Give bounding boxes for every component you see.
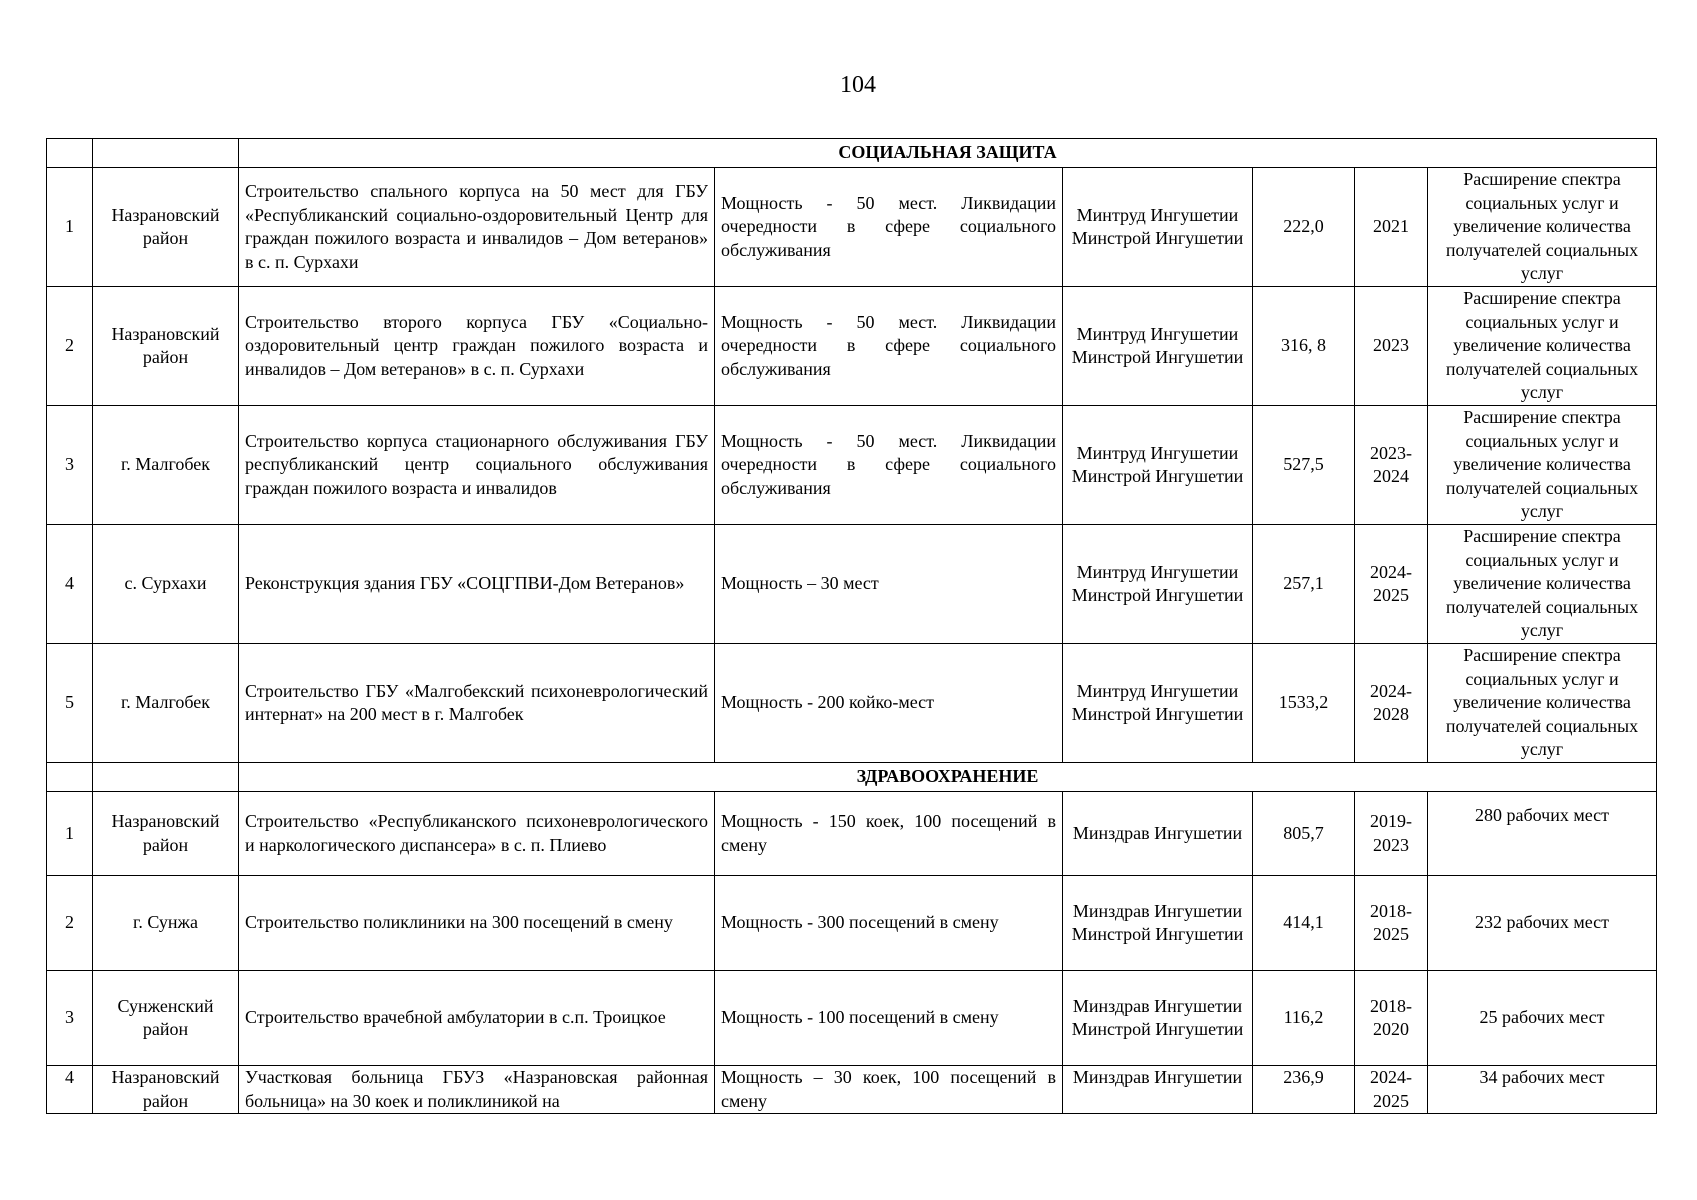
row-description: Строительство корпуса стационарного обслуживания ГБУ республиканский центр социального обслуживания граждан пожилого возраста и инвалидов [239, 406, 715, 525]
row-responsible: Минтруд Ингушетии Минстрой Ингушетии [1063, 644, 1253, 763]
table-row [47, 525, 1657, 644]
table-row [47, 792, 1657, 876]
row-years: 2024-2028 [1355, 644, 1428, 763]
row-description: Участковая больница ГБУЗ «Назрановская районная больница» на 30 коек и поликлиникой на [239, 1066, 715, 1114]
table-row [47, 971, 1657, 1066]
row-years: 2018-2025 [1355, 876, 1428, 971]
row-years: 2019-2023 [1355, 792, 1428, 876]
row-responsible: Минздрав Ингушетии [1063, 792, 1253, 876]
row-result: Расширение спектра социальных услуг и увеличение количества получателей социальных услуг [1428, 406, 1657, 525]
empty-cell [93, 763, 239, 792]
row-location: Назрановский район [93, 792, 239, 876]
section-header-row [47, 139, 1657, 168]
row-capacity: Мощность – 30 мест [715, 525, 1063, 644]
row-description: Строительство врачебной амбулатории в с.п. Троицкое [239, 971, 715, 1066]
row-cost: 527,5 [1253, 406, 1355, 525]
row-capacity: Мощность – 30 коек, 100 посещений в смену [715, 1066, 1063, 1114]
row-description: Реконструкция здания ГБУ «СОЦГПВИ-Дом Ветеранов» [239, 525, 715, 644]
row-location: г. Сунжа [93, 876, 239, 971]
row-years: 2021 [1355, 168, 1428, 287]
table-row [47, 168, 1657, 287]
row-number: 3 [47, 406, 93, 525]
row-cost: 222,0 [1253, 168, 1355, 287]
table-row [47, 644, 1657, 763]
row-responsible: Минздрав Ингушетии Минстрой Ингушетии [1063, 971, 1253, 1066]
empty-cell [47, 763, 93, 792]
row-years: 2018-2020 [1355, 971, 1428, 1066]
row-result: Расширение спектра социальных услуг и увеличение количества получателей социальных услуг [1428, 287, 1657, 406]
row-cost: 236,9 [1253, 1066, 1355, 1114]
row-result: Расширение спектра социальных услуг и увеличение количества получателей социальных услуг [1428, 168, 1657, 287]
row-result: 34 рабочих мест [1428, 1066, 1657, 1114]
row-number: 1 [47, 168, 93, 287]
page-number: 104 [840, 72, 876, 98]
table-row [47, 287, 1657, 406]
row-capacity: Мощность - 300 посещений в смену [715, 876, 1063, 971]
row-cost: 805,7 [1253, 792, 1355, 876]
row-description: Строительство ГБУ «Малгобекский психоневрологический интернат» на 200 мест в г. Малгобек [239, 644, 715, 763]
row-responsible: Минздрав Ингушетии Минстрой Ингушетии [1063, 876, 1253, 971]
row-result: Расширение спектра социальных услуг и увеличение количества получателей социальных услуг [1428, 644, 1657, 763]
row-number: 1 [47, 792, 93, 876]
row-cost: 1533,2 [1253, 644, 1355, 763]
row-capacity: Мощность - 200 койко-мест [715, 644, 1063, 763]
row-location: Назрановский район [93, 168, 239, 287]
row-location: г. Малгобек [93, 406, 239, 525]
row-responsible: Минтруд Ингушетии Минстрой Ингушетии [1063, 168, 1253, 287]
row-result: Расширение спектра социальных услуг и увеличение количества получателей социальных услуг [1428, 525, 1657, 644]
row-location: Назрановский район [93, 287, 239, 406]
row-location: Сунженский район [93, 971, 239, 1066]
row-responsible: Минтруд Ингушетии Минстрой Ингушетии [1063, 525, 1253, 644]
row-cost: 116,2 [1253, 971, 1355, 1066]
row-capacity: Мощность - 50 мест. Ликвидации очередности в сфере социального обслуживания [715, 406, 1063, 525]
row-number: 5 [47, 644, 93, 763]
row-years: 2024-2025 [1355, 525, 1428, 644]
row-capacity: Мощность - 50 мест. Ликвидации очередности в сфере социального обслуживания [715, 287, 1063, 406]
row-responsible: Минтруд Ингушетии Минстрой Ингушетии [1063, 406, 1253, 525]
row-cost: 316, 8 [1253, 287, 1355, 406]
row-capacity: Мощность - 150 коек, 100 посещений в смену [715, 792, 1063, 876]
row-location: Назрановский район [93, 1066, 239, 1114]
row-location: г. Малгобек [93, 644, 239, 763]
section-title: ЗДРАВООХРАНЕНИЕ [239, 763, 1657, 792]
table-row [47, 876, 1657, 971]
row-result: 25 рабочих мест [1428, 971, 1657, 1066]
row-number: 3 [47, 971, 93, 1066]
section-header-row [47, 763, 1657, 792]
row-responsible: Минздрав Ингушетии [1063, 1066, 1253, 1114]
row-years: 2024-2025 [1355, 1066, 1428, 1114]
row-description: Строительство спального корпуса на 50 мест для ГБУ «Республиканский социально-оздоровительный Центр для граждан пожилого возраста и инвалидов – Дом ветеранов» в с. п. Сурхахи [239, 168, 715, 287]
row-result: 232 рабочих мест [1428, 876, 1657, 971]
section-title: СОЦИАЛЬНАЯ ЗАЩИТА [239, 139, 1657, 168]
row-years: 2023 [1355, 287, 1428, 406]
row-number: 2 [47, 876, 93, 971]
row-cost: 414,1 [1253, 876, 1355, 971]
row-result: 280 рабочих мест [1428, 792, 1657, 876]
row-description: Строительство второго корпуса ГБУ «Социально-оздоровительный центр граждан пожилого возраста и инвалидов – Дом ветеранов» в с. п. Сурхахи [239, 287, 715, 406]
row-responsible: Минтруд Ингушетии Минстрой Ингушетии [1063, 287, 1253, 406]
row-number: 4 [47, 525, 93, 644]
row-capacity: Мощность - 100 посещений в смену [715, 971, 1063, 1066]
row-cost: 257,1 [1253, 525, 1355, 644]
projects-table [46, 138, 1657, 1114]
row-description: Строительство «Республиканского психоневрологического и наркологического диспансера» в с. п. Плиево [239, 792, 715, 876]
table-row [47, 1066, 1657, 1114]
row-capacity: Мощность - 50 мест. Ликвидации очередности в сфере социального обслуживания [715, 168, 1063, 287]
empty-cell [47, 139, 93, 168]
row-years: 2023-2024 [1355, 406, 1428, 525]
table-row [47, 406, 1657, 525]
empty-cell [93, 139, 239, 168]
row-number: 2 [47, 287, 93, 406]
row-number: 4 [47, 1066, 93, 1114]
row-description: Строительство поликлиники на 300 посещений в смену [239, 876, 715, 971]
row-location: с. Сурхахи [93, 525, 239, 644]
